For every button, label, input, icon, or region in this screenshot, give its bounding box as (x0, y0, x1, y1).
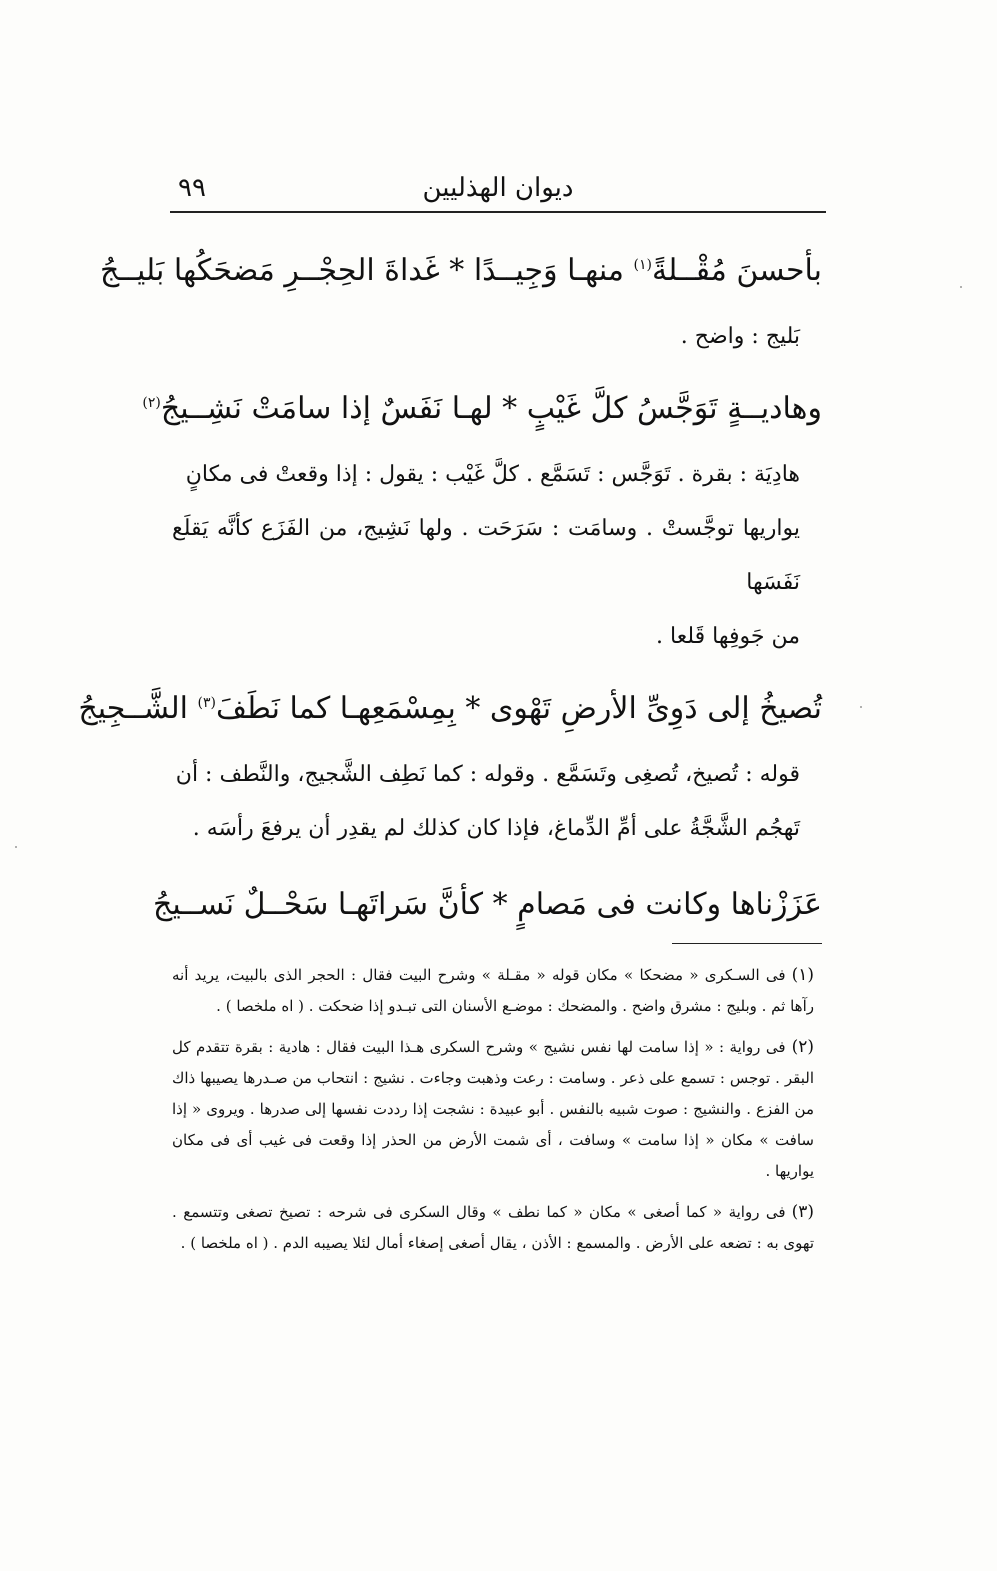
scan-speck (15, 846, 17, 848)
footnote-text: فى رواية « كما أصغى » مكان « كما نطف » وقال السكرى فى شرحه : تصيخ تصغى وتتسمع . تهوى به : تضعه على الأرض . والمسمع : الأذن ، يقال أصغى إصغاء أمال لئلا يصيبه الدم . ( اه ملخصا ) . (172, 1203, 814, 1252)
gloss-line: من جَوفِها قَلعا . (656, 624, 800, 649)
verse-text: تُصيخُ إلى دَوِىِّ الأرضِ تَهْوى * بِمِسْمَعِهـا كما نَطَفَ (215, 691, 822, 726)
footnote-mark: (٢) (142, 395, 161, 411)
gloss-line: يواريها توجَّستْ . وسامَت : سَرَحَت . ولها نَشِيج، من الفَزَع كأنَّه يَقلَع نَفَسَها (172, 516, 800, 595)
verse-2 (142, 370, 822, 448)
gloss-1 (172, 310, 822, 364)
footnote-rule (672, 943, 822, 944)
main-text (78, 232, 822, 944)
verse-text: وهاديــةٍ تَوَجَّسُ كلَّ غَيْبٍ * لهـا نَفَسٌ إذا سامَتْ نَشِــيجُ (160, 391, 822, 426)
footnote-1 (172, 960, 822, 1022)
gloss-2 (172, 448, 822, 664)
verse-text: عَزَزْناها وكانت فى مَصامٍ * كأنَّ سَراتَهـا سَحْــلٌ نَســيجُ (152, 887, 822, 922)
footnote-text: فى السـكرى « مضحكا » مكان قوله « مقـلة » وشرح البيت فقال : الحجر الذى بالبيت، يريد أنه رآها ثم . وبليج : مشرق واضح . والمضحك : موضـع الأسنان التى تبـدو إذا ضحكت . ( اه ملخصا ) . (172, 966, 814, 1015)
gloss-line: بَليج : واضح . (680, 324, 800, 349)
verse-1 (100, 232, 822, 310)
running-title: ديوان الهذليين (422, 173, 574, 203)
gloss-3 (172, 748, 822, 856)
scan-speck (860, 706, 862, 708)
gloss-line: تَهجُم الشَّجَّةُ على أمِّ الدِّماغ، فإذا كان كذلك لم يقدِر أن يرفعَ رأسَه . (192, 816, 800, 841)
gloss-line: هادِيَة : بقرة . تَوَجَّس : تَسَمَّع . كلَّ غَيْب : يقول : إذا وقعتْ فى مكانٍ (185, 462, 800, 487)
footnote-mark: (١) (633, 257, 652, 273)
running-header (170, 168, 826, 208)
page-number: ٩٩ (178, 173, 206, 203)
verse-4 (152, 866, 822, 944)
footnote-number: (٢) (791, 1037, 814, 1057)
footnote-number: (٣) (791, 1202, 814, 1222)
footnote-2 (172, 1032, 822, 1187)
gloss-line: قوله : تُصيخ، تُصغِى وتَسَمَّع . وقوله : كما نَطِف الشَّجيج، والنَّطف : أن (175, 762, 800, 787)
footnotes (172, 960, 822, 1269)
footnote-mark: (٣) (197, 695, 216, 711)
header-rule (170, 211, 826, 213)
verse-text: بأحسنَ مُقْــلةً (651, 253, 822, 288)
verse-3 (78, 670, 822, 748)
footnote-text: فى رواية : « إذا سامت لها نفس نشيج » وشرح السكرى هـذا البيت فقال : هادية : بقرة تتقدم كل البقر . توجس : تسمع على ذعر . وسامت : رعت وذهبت وجاءت . نشيج : انتحاب من صـدرها يصيبها ذاك من الفزع . والنشيج : صوت شبيه بالنفس . أبو عبيدة : نشجت إذا رددت نفسها إلى صدرها . ويروى « إذا سافت » مكان « إذا سامت » وسافت ، أى شمت الأرض من الحذر إذا وقعت فى غيب أى فى مكان يواريها . (172, 1038, 814, 1180)
footnote-number: (١) (791, 965, 814, 985)
verse-text: الشَّــجِيجُ (78, 691, 198, 726)
scan-speck (960, 286, 962, 288)
footnote-3 (172, 1197, 822, 1259)
verse-text: منهـا وَجِيــدًا * غَداةَ الحِجْــرِ مَضحَكُها بَليــجُ (100, 253, 634, 288)
